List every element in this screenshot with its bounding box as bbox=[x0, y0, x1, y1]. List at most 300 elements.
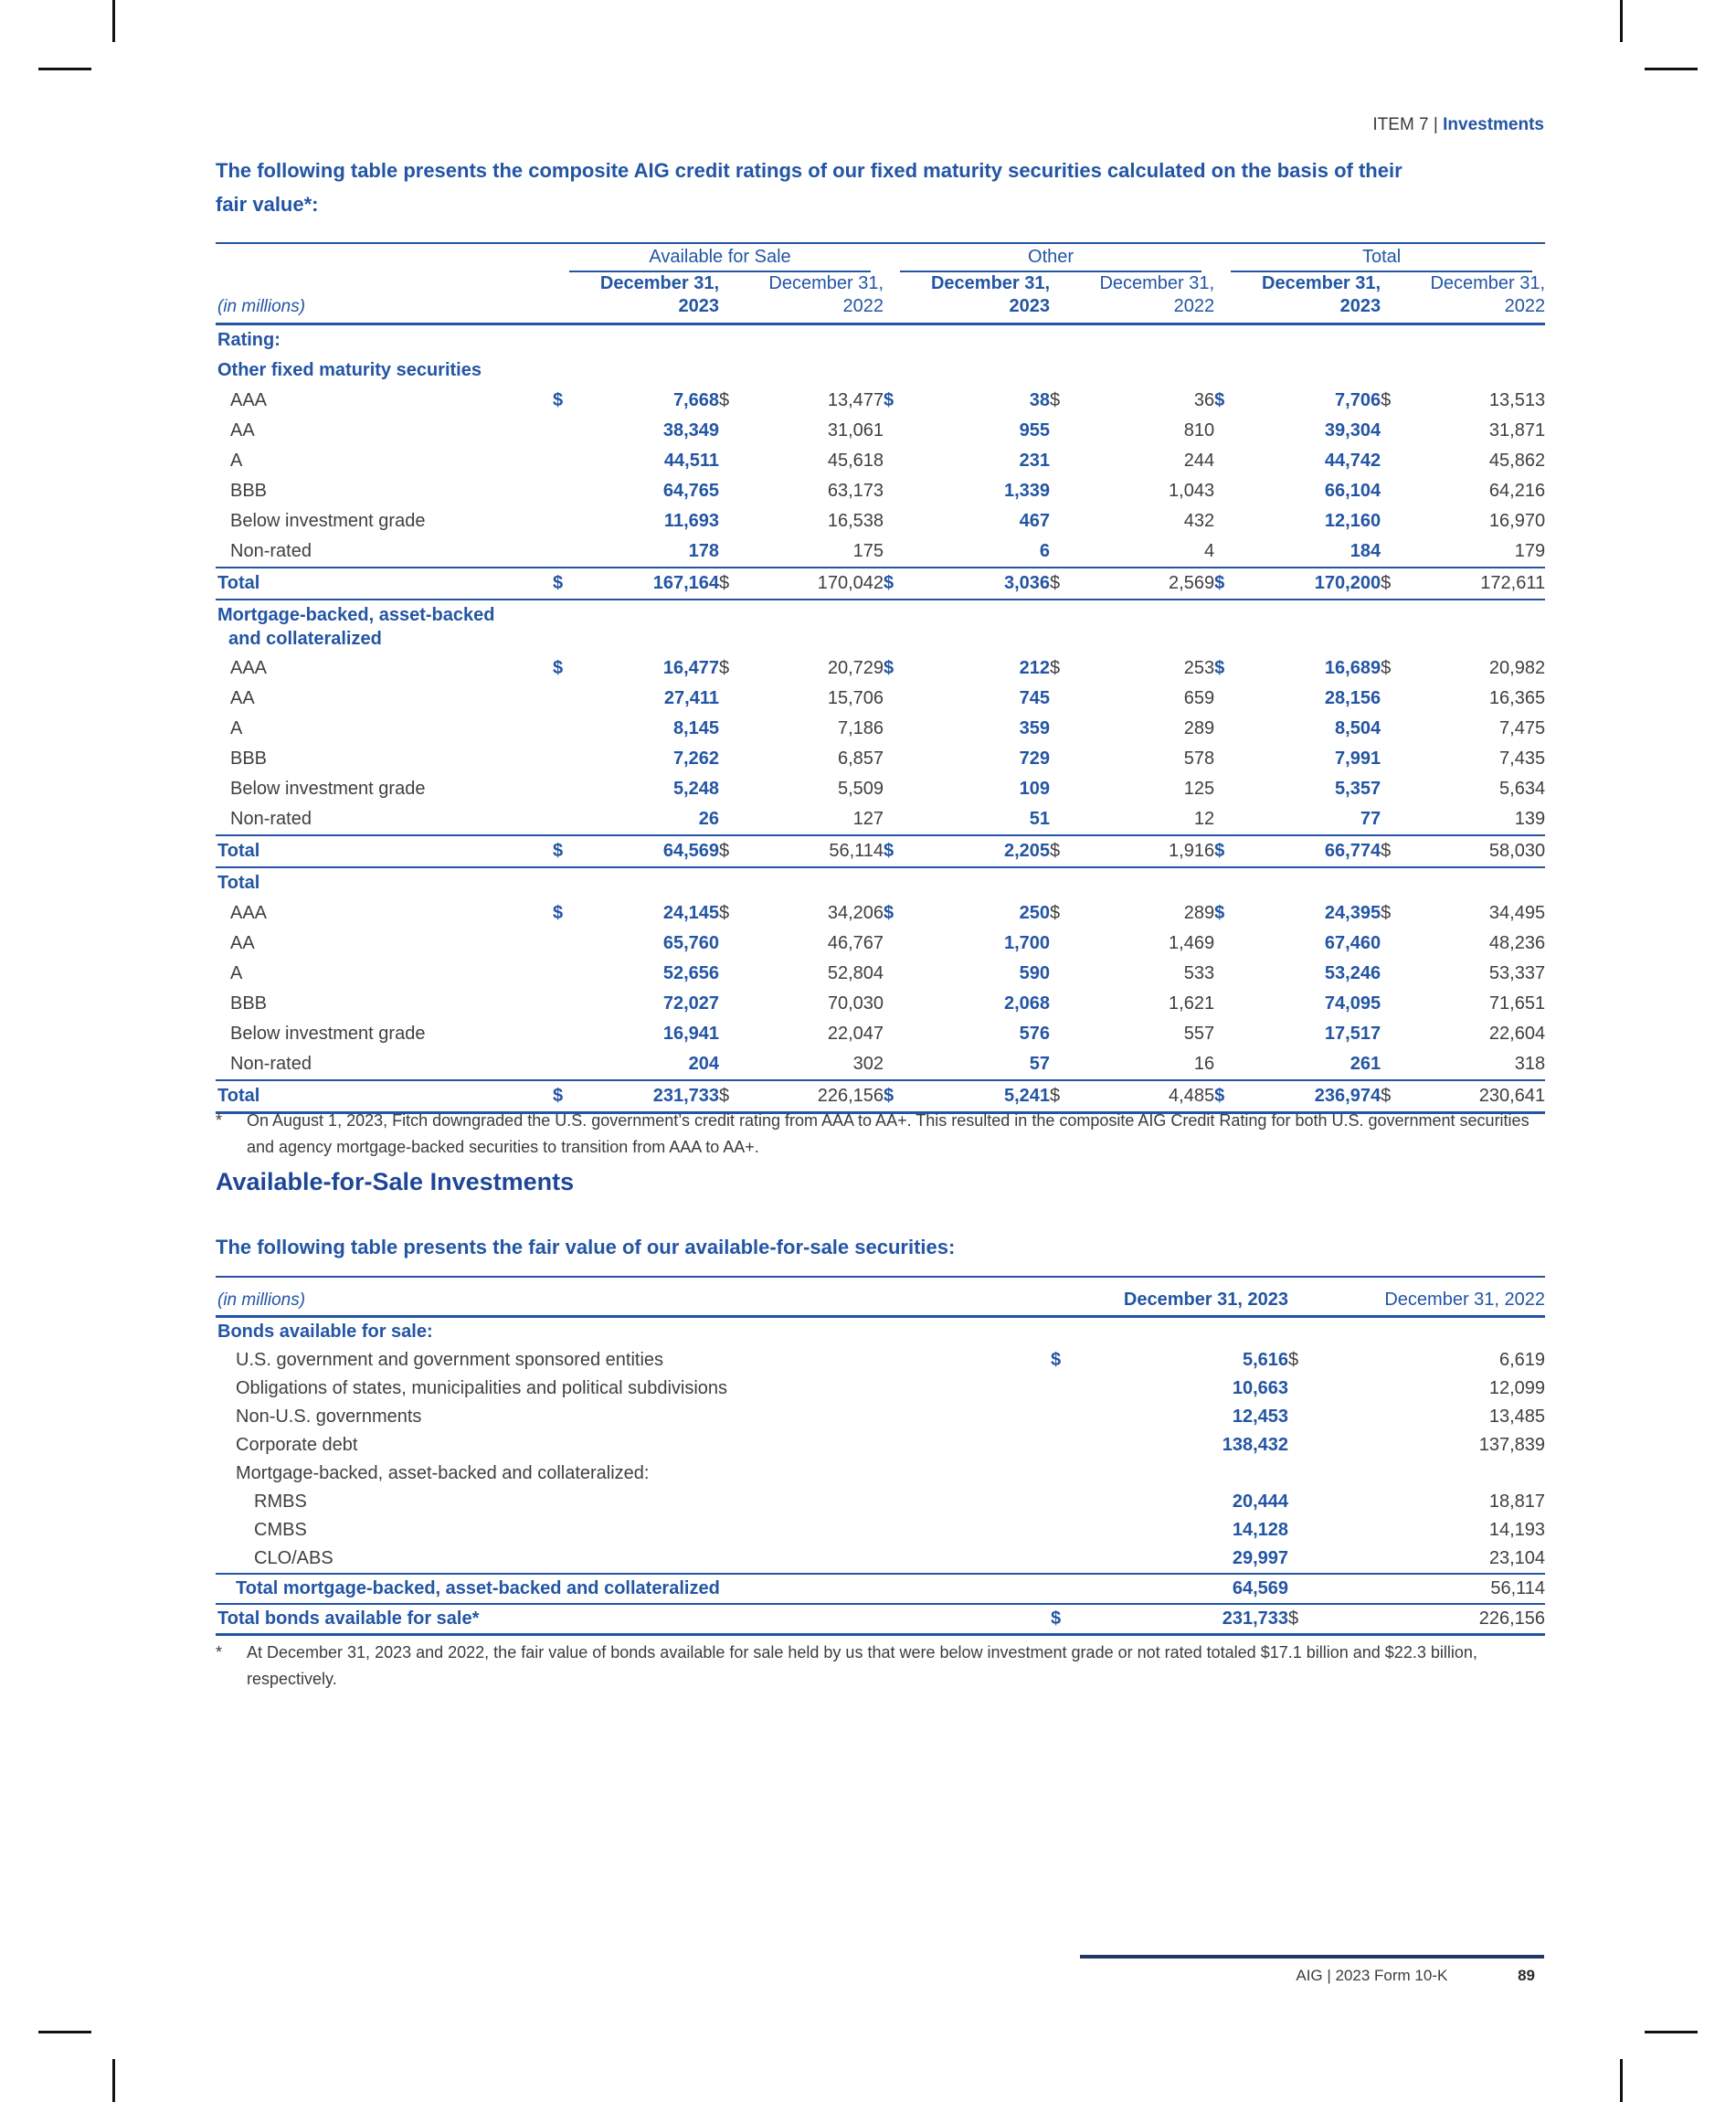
row-label: AA bbox=[230, 420, 255, 441]
row-label: Below investment grade bbox=[230, 1024, 426, 1044]
row-label: Non-U.S. governments bbox=[236, 1407, 422, 1427]
table-row bbox=[216, 506, 1545, 536]
value-2022: 63,173 bbox=[827, 481, 884, 501]
dollar-sign: $ bbox=[1050, 835, 1077, 867]
row-label: U.S. government and government sponsored entities bbox=[236, 1350, 664, 1370]
dollar-sign bbox=[1050, 929, 1077, 959]
value-2022: 13,513 bbox=[1488, 390, 1546, 410]
value-2023: 57 bbox=[1029, 1054, 1051, 1074]
col-header-afs-2022: December 31, 2022 bbox=[719, 272, 884, 324]
value-2022: 20,982 bbox=[1488, 658, 1546, 678]
table-row bbox=[216, 536, 1545, 568]
dollar-sign bbox=[1381, 506, 1408, 536]
dollar-sign bbox=[719, 684, 746, 714]
value-2023: 16,477 bbox=[662, 658, 719, 678]
value-2023: 38,349 bbox=[662, 420, 719, 441]
value-2022: 4,485 bbox=[1077, 1080, 1214, 1113]
dollar-sign bbox=[719, 446, 746, 476]
row-label: Obligations of states, municipalities and political subdivisions bbox=[236, 1378, 728, 1398]
table-row bbox=[216, 324, 1545, 356]
value-2022: 2,569 bbox=[1077, 568, 1214, 600]
value-2023: 250 bbox=[1019, 903, 1051, 923]
value-2023: 39,304 bbox=[1324, 420, 1381, 441]
crop-mark-top-right-vertical bbox=[1620, 0, 1623, 42]
dollar-sign bbox=[1288, 1460, 1329, 1488]
value-2023: 590 bbox=[1019, 963, 1051, 983]
footnote-1 bbox=[216, 1108, 1539, 1161]
value-2023: 184 bbox=[1350, 541, 1381, 561]
value-2023: 77 bbox=[1360, 809, 1381, 829]
value-2022: 179 bbox=[1514, 541, 1546, 561]
value-2023: 5,248 bbox=[672, 779, 719, 799]
value-2022: 45,862 bbox=[1488, 451, 1546, 471]
crop-mark-bottom-left-vertical bbox=[112, 2059, 115, 2102]
section-heading-available-for-sale: Available-for-Sale Investments bbox=[216, 1168, 575, 1195]
value-2023: 29,997 bbox=[1232, 1548, 1289, 1568]
table-row bbox=[216, 684, 1545, 714]
group-label: Bonds available for sale: bbox=[217, 1322, 433, 1342]
dollar-sign bbox=[1381, 446, 1408, 476]
value-2022: 70,030 bbox=[827, 993, 884, 1014]
value-2022: 302 bbox=[852, 1054, 884, 1074]
dollar-sign bbox=[553, 684, 580, 714]
value-2022: 34,495 bbox=[1488, 903, 1546, 923]
dollar-sign: $ bbox=[719, 568, 746, 600]
dollar-sign bbox=[884, 506, 911, 536]
dollar-sign bbox=[1381, 989, 1408, 1019]
dollar-sign: $ bbox=[719, 903, 730, 923]
col-header-total-2022: December 31, 2022 bbox=[1381, 272, 1545, 324]
dollar-sign bbox=[1381, 959, 1408, 989]
dollar-sign bbox=[719, 1019, 746, 1049]
group-header-spacer bbox=[216, 243, 553, 272]
footnote-2-text: At December 31, 2023 and 2022, the fair value of bonds available for sale held by us that were below investment grade or not rated totaled $17.1 billion and $22.3 billion, respectively. bbox=[247, 1643, 1477, 1688]
row-label: A bbox=[230, 451, 243, 471]
dollar-sign bbox=[553, 929, 580, 959]
intro-paragraph-2: The following table presents the fair value of our available-for-sale securities: bbox=[216, 1236, 956, 1258]
value-2022: 1,469 bbox=[1169, 933, 1215, 953]
dollar-sign bbox=[1288, 1574, 1329, 1604]
dollar-sign: $ bbox=[553, 1080, 580, 1113]
value-2022: 13,485 bbox=[1488, 1407, 1546, 1427]
row-label: AA bbox=[230, 688, 255, 708]
dollar-sign bbox=[553, 714, 580, 744]
row-label: AAA bbox=[230, 658, 268, 678]
value-2023: 109 bbox=[1019, 779, 1051, 799]
value-2023: 11,693 bbox=[663, 511, 719, 531]
value-2023: 231 bbox=[1019, 451, 1051, 471]
value-2023: 8,145 bbox=[672, 718, 719, 738]
value-2023: 178 bbox=[688, 541, 719, 561]
group-other: Other bbox=[900, 247, 1201, 272]
value-2023: 53,246 bbox=[1324, 963, 1381, 983]
dollar-sign bbox=[1050, 1049, 1077, 1080]
intro1-line1: The following table presents the composite AIG credit ratings of our fixed maturity securities calculated on the basis of their bbox=[216, 159, 1403, 182]
value-2022: 31,871 bbox=[1488, 420, 1546, 441]
table-row bbox=[216, 1516, 1545, 1545]
dollar-sign bbox=[1288, 1431, 1329, 1460]
value-2022: 432 bbox=[1183, 511, 1215, 531]
footer-rule bbox=[1080, 1955, 1544, 1959]
value-2023: 44,742 bbox=[1324, 451, 1381, 471]
dollar-sign: $ bbox=[884, 568, 911, 600]
value-2023: 261 bbox=[1350, 1054, 1381, 1074]
row-label: A bbox=[230, 963, 243, 983]
value-2022: 139 bbox=[1514, 809, 1546, 829]
value-2023: 745 bbox=[1019, 688, 1051, 708]
table-row bbox=[216, 1317, 1545, 1347]
value-2022: 12 bbox=[1193, 809, 1215, 829]
value-2023: 38 bbox=[1029, 390, 1051, 410]
dollar-sign bbox=[553, 804, 580, 835]
table-row bbox=[216, 356, 1545, 386]
value-2023: 204 bbox=[688, 1054, 719, 1074]
dollar-sign bbox=[553, 989, 580, 1019]
dollar-sign: $ bbox=[1050, 658, 1061, 678]
dollar-sign bbox=[1051, 1574, 1078, 1604]
table-row bbox=[216, 1431, 1545, 1460]
value-2023: 955 bbox=[1019, 420, 1051, 441]
table-row bbox=[216, 1604, 1545, 1635]
dollar-sign bbox=[1050, 1019, 1077, 1049]
dollar-sign bbox=[1214, 714, 1242, 744]
row-label: Non-rated bbox=[230, 809, 312, 829]
dollar-sign bbox=[1381, 1019, 1408, 1049]
dollar-sign bbox=[719, 804, 746, 835]
value-2022: 15,706 bbox=[827, 688, 884, 708]
crop-mark-top-left-vertical bbox=[112, 0, 115, 42]
dollar-sign bbox=[1288, 1403, 1329, 1431]
value-2023: 44,511 bbox=[663, 451, 719, 471]
value-2023: 10,663 bbox=[1232, 1378, 1289, 1398]
value-2022: 5,634 bbox=[1499, 779, 1546, 799]
dollar-sign bbox=[719, 959, 746, 989]
dollar-sign bbox=[719, 989, 746, 1019]
dollar-sign: $ bbox=[1288, 1350, 1299, 1370]
credit-ratings-table bbox=[216, 242, 1545, 1114]
group-total: Total bbox=[1231, 247, 1532, 272]
table-row bbox=[216, 1545, 1545, 1574]
dollar-sign bbox=[553, 1019, 580, 1049]
dollar-sign: $ bbox=[719, 390, 730, 410]
value-2023: 212 bbox=[1019, 658, 1051, 678]
dollar-sign bbox=[884, 774, 911, 804]
value-2022: 34,206 bbox=[827, 903, 884, 923]
in-millions-label: (in millions) bbox=[216, 272, 553, 324]
dollar-sign: $ bbox=[1050, 903, 1061, 923]
value-2022: 36 bbox=[1193, 390, 1215, 410]
dollar-sign bbox=[1051, 1375, 1078, 1403]
value-2023: 65,760 bbox=[662, 933, 719, 953]
intro-paragraph-1 bbox=[216, 154, 1550, 221]
dollar-sign bbox=[884, 684, 911, 714]
col-header-other-2023: December 31, 2023 bbox=[884, 272, 1050, 324]
value-2022: 64,216 bbox=[1488, 481, 1546, 501]
value-2022: 45,618 bbox=[827, 451, 884, 471]
table-row bbox=[216, 1019, 1545, 1049]
dollar-sign bbox=[1050, 684, 1077, 714]
value-2023 bbox=[1078, 1460, 1288, 1488]
dollar-sign bbox=[1214, 744, 1242, 774]
dollar-sign bbox=[1214, 989, 1242, 1019]
value-2023: 24,145 bbox=[662, 903, 719, 923]
dollar-sign bbox=[553, 774, 580, 804]
value-2022: 170,042 bbox=[746, 568, 884, 600]
value-2022: 16,970 bbox=[1488, 511, 1546, 531]
dollar-sign bbox=[1214, 804, 1242, 835]
value-2023: 66,104 bbox=[1324, 481, 1381, 501]
value-2022: 137,839 bbox=[1478, 1435, 1546, 1455]
value-2023: 28,156 bbox=[1324, 688, 1381, 708]
row-label: Total bonds available for sale* bbox=[216, 1604, 1051, 1635]
table2-body bbox=[216, 1317, 1545, 1635]
row-label: Total bbox=[216, 568, 553, 600]
value-2023: 2,205 bbox=[911, 835, 1050, 867]
dollar-sign bbox=[1381, 714, 1408, 744]
dollar-sign bbox=[1050, 959, 1077, 989]
row-label: Below investment grade bbox=[230, 779, 426, 799]
dollar-sign bbox=[1051, 1488, 1078, 1516]
table-row bbox=[216, 568, 1545, 600]
dollar-sign bbox=[1050, 416, 1077, 446]
dollar-sign: $ bbox=[884, 658, 894, 678]
value-2023: 64,569 bbox=[1078, 1574, 1288, 1604]
value-2022: 557 bbox=[1183, 1024, 1215, 1044]
value-2023: 7,668 bbox=[672, 390, 719, 410]
group-header-row bbox=[216, 243, 1545, 272]
row-label: BBB bbox=[230, 481, 268, 501]
value-2022: 13,477 bbox=[827, 390, 884, 410]
value-2023: 3,036 bbox=[911, 568, 1050, 600]
value-2022: 16,365 bbox=[1488, 688, 1546, 708]
dollar-sign bbox=[884, 744, 911, 774]
table-row bbox=[216, 804, 1545, 835]
section-name: Investments bbox=[1443, 115, 1544, 134]
value-2023: 66,774 bbox=[1242, 835, 1381, 867]
table-row bbox=[216, 1049, 1545, 1080]
running-header bbox=[216, 115, 1544, 135]
value-2022: 6,619 bbox=[1498, 1350, 1546, 1370]
dollar-sign bbox=[1051, 1460, 1078, 1488]
value-2023: 138,432 bbox=[1222, 1435, 1289, 1455]
table-row bbox=[216, 446, 1545, 476]
value-2022: 1,916 bbox=[1077, 835, 1214, 867]
value-2022: 810 bbox=[1183, 420, 1215, 441]
value-2022: 127 bbox=[852, 809, 884, 829]
dollar-sign: $ bbox=[719, 835, 746, 867]
value-2023: 72,027 bbox=[662, 993, 719, 1014]
value-2023: 27,411 bbox=[663, 688, 719, 708]
dollar-sign bbox=[719, 506, 746, 536]
table-row bbox=[216, 774, 1545, 804]
value-2022: 7,186 bbox=[837, 718, 884, 738]
dollar-sign bbox=[1288, 1375, 1329, 1403]
value-2022: 20,729 bbox=[827, 658, 884, 678]
dollar-sign bbox=[1381, 929, 1408, 959]
table-row bbox=[216, 898, 1545, 929]
dollar-sign: $ bbox=[1214, 568, 1242, 600]
value-2022: 31,061 bbox=[827, 420, 884, 441]
value-2023: 5,357 bbox=[1335, 779, 1381, 799]
dollar-sign bbox=[1051, 1403, 1078, 1431]
in-millions-label-2: (in millions) bbox=[216, 1277, 1051, 1317]
dollar-sign bbox=[1288, 1516, 1329, 1545]
value-2022: 289 bbox=[1183, 903, 1215, 923]
table2-header-row bbox=[216, 1277, 1545, 1317]
dollar-sign: $ bbox=[1214, 658, 1225, 678]
value-2022: 23,104 bbox=[1488, 1548, 1546, 1568]
dollar-sign bbox=[884, 536, 911, 568]
dollar-sign bbox=[1288, 1545, 1329, 1574]
dollar-sign bbox=[719, 1049, 746, 1080]
dollar-sign bbox=[884, 804, 911, 835]
value-2022: 244 bbox=[1183, 451, 1215, 471]
value-2023: 1,700 bbox=[1003, 933, 1051, 953]
row-label: AAA bbox=[230, 903, 268, 923]
crop-mark-bottom-left-horizontal bbox=[38, 2031, 91, 2033]
value-2023: 5,616 bbox=[1242, 1350, 1289, 1370]
dollar-sign: $ bbox=[553, 835, 580, 867]
footnote-1-text: On August 1, 2023, Fitch downgraded the U.S. government’s credit rating from AAA to AA+. This resulted in the composite AIG Credit Rating for both U.S. government securities and agency mortgage-backed securities to transition from AAA to AA+. bbox=[247, 1111, 1530, 1156]
value-2022: 175 bbox=[852, 541, 884, 561]
dollar-sign bbox=[884, 1019, 911, 1049]
crop-mark-bottom-right-horizontal bbox=[1645, 2031, 1698, 2033]
footnote-2 bbox=[216, 1640, 1539, 1693]
dollar-sign: $ bbox=[553, 568, 580, 600]
group-label: Other fixed maturity securities bbox=[217, 360, 482, 380]
dollar-sign: $ bbox=[1051, 1350, 1062, 1370]
value-2023: 467 bbox=[1019, 511, 1051, 531]
table-row bbox=[216, 1488, 1545, 1516]
value-2023: 64,765 bbox=[662, 481, 719, 501]
col-header-afs-2023: December 31, 2023 bbox=[553, 272, 719, 324]
dollar-sign: $ bbox=[1381, 568, 1408, 600]
value-2023: 74,095 bbox=[1324, 993, 1381, 1014]
dollar-sign: $ bbox=[1050, 1080, 1077, 1113]
row-label: Corporate debt bbox=[236, 1435, 358, 1455]
value-2022: 18,817 bbox=[1488, 1492, 1546, 1512]
value-2022: 22,604 bbox=[1488, 1024, 1546, 1044]
dollar-sign: $ bbox=[1381, 835, 1408, 867]
dollar-sign bbox=[553, 1049, 580, 1080]
dollar-sign bbox=[719, 714, 746, 744]
value-2023: 26 bbox=[698, 809, 719, 829]
value-2022 bbox=[1329, 1460, 1545, 1488]
value-2023: 5,241 bbox=[911, 1080, 1050, 1113]
value-2022: 125 bbox=[1183, 779, 1215, 799]
dollar-sign: $ bbox=[1381, 390, 1392, 410]
dollar-sign bbox=[1050, 476, 1077, 506]
dollar-sign bbox=[1050, 989, 1077, 1019]
dollar-sign: $ bbox=[884, 1080, 911, 1113]
value-2022: 12,099 bbox=[1488, 1378, 1546, 1398]
dollar-sign bbox=[1214, 959, 1242, 989]
dollar-sign bbox=[884, 959, 911, 989]
dollar-sign: $ bbox=[1050, 390, 1061, 410]
value-2023: 231,733 bbox=[580, 1080, 719, 1113]
value-2022: 226,156 bbox=[1329, 1604, 1545, 1635]
value-2023: 14,128 bbox=[1232, 1520, 1289, 1540]
row-label: Total bbox=[216, 835, 553, 867]
dollar-sign: $ bbox=[1214, 390, 1225, 410]
dollar-sign bbox=[553, 744, 580, 774]
col-header-total-2023: December 31, 2023 bbox=[1214, 272, 1381, 324]
value-2023: 7,991 bbox=[1335, 748, 1381, 769]
dollar-sign bbox=[1288, 1488, 1329, 1516]
value-2022: 7,435 bbox=[1499, 748, 1546, 769]
dollar-sign bbox=[553, 506, 580, 536]
value-2022: 58,030 bbox=[1408, 835, 1545, 867]
dollar-sign bbox=[719, 476, 746, 506]
value-2022: 4 bbox=[1203, 541, 1215, 561]
value-2023: 729 bbox=[1019, 748, 1051, 769]
dollar-sign bbox=[1381, 684, 1408, 714]
value-2022: 659 bbox=[1183, 688, 1215, 708]
table-row bbox=[216, 1403, 1545, 1431]
dollar-sign bbox=[1214, 506, 1242, 536]
dollar-sign bbox=[884, 1049, 911, 1080]
dollar-sign bbox=[1381, 416, 1408, 446]
dollar-sign bbox=[1381, 536, 1408, 568]
value-2023: 170,200 bbox=[1242, 568, 1381, 600]
group-available-for-sale: Available for Sale bbox=[569, 247, 871, 272]
value-2023: 51 bbox=[1029, 809, 1051, 829]
table-row bbox=[216, 1460, 1545, 1488]
dollar-sign: $ bbox=[1214, 835, 1242, 867]
table-row bbox=[216, 1346, 1545, 1375]
table-row bbox=[216, 929, 1545, 959]
dollar-sign bbox=[1381, 1049, 1408, 1080]
table-row bbox=[216, 600, 1545, 653]
table-row bbox=[216, 386, 1545, 416]
row-label: AAA bbox=[230, 390, 268, 410]
dollar-sign bbox=[1050, 804, 1077, 835]
footnote-1-marker: * bbox=[216, 1111, 223, 1130]
value-2022: 226,156 bbox=[746, 1080, 884, 1113]
value-2023: 7,706 bbox=[1335, 390, 1381, 410]
dollar-sign bbox=[553, 476, 580, 506]
row-label: A bbox=[230, 718, 243, 738]
value-2022: 22,047 bbox=[827, 1024, 884, 1044]
footnote-2-marker: * bbox=[216, 1643, 223, 1661]
value-2023: 12,160 bbox=[1324, 511, 1381, 531]
value-2022: 230,641 bbox=[1408, 1080, 1545, 1113]
value-2022: 7,475 bbox=[1499, 718, 1546, 738]
dollar-sign: $ bbox=[884, 835, 911, 867]
group-label: Total bbox=[217, 873, 260, 893]
dollar-sign: $ bbox=[1381, 1080, 1408, 1113]
dollar-sign bbox=[553, 536, 580, 568]
dollar-sign bbox=[1214, 446, 1242, 476]
value-2023: 16,941 bbox=[662, 1024, 719, 1044]
value-2023: 20,444 bbox=[1232, 1492, 1289, 1512]
dollar-sign bbox=[1214, 536, 1242, 568]
dollar-sign bbox=[1214, 929, 1242, 959]
crop-mark-bottom-right-vertical bbox=[1620, 2059, 1623, 2102]
value-2023: 576 bbox=[1019, 1024, 1051, 1044]
dollar-sign bbox=[1050, 744, 1077, 774]
dollar-sign: $ bbox=[1050, 568, 1077, 600]
table-row bbox=[216, 867, 1545, 898]
value-2022: 289 bbox=[1183, 718, 1215, 738]
value-2023: 17,517 bbox=[1324, 1024, 1381, 1044]
dollar-sign bbox=[1214, 1049, 1242, 1080]
dollar-sign bbox=[1381, 476, 1408, 506]
value-2022: 16 bbox=[1193, 1054, 1215, 1074]
value-2022: 318 bbox=[1514, 1054, 1546, 1074]
crop-mark-top-left-horizontal bbox=[38, 68, 91, 70]
group-label: Mortgage-backed, asset-backed and collateralized bbox=[217, 605, 495, 649]
